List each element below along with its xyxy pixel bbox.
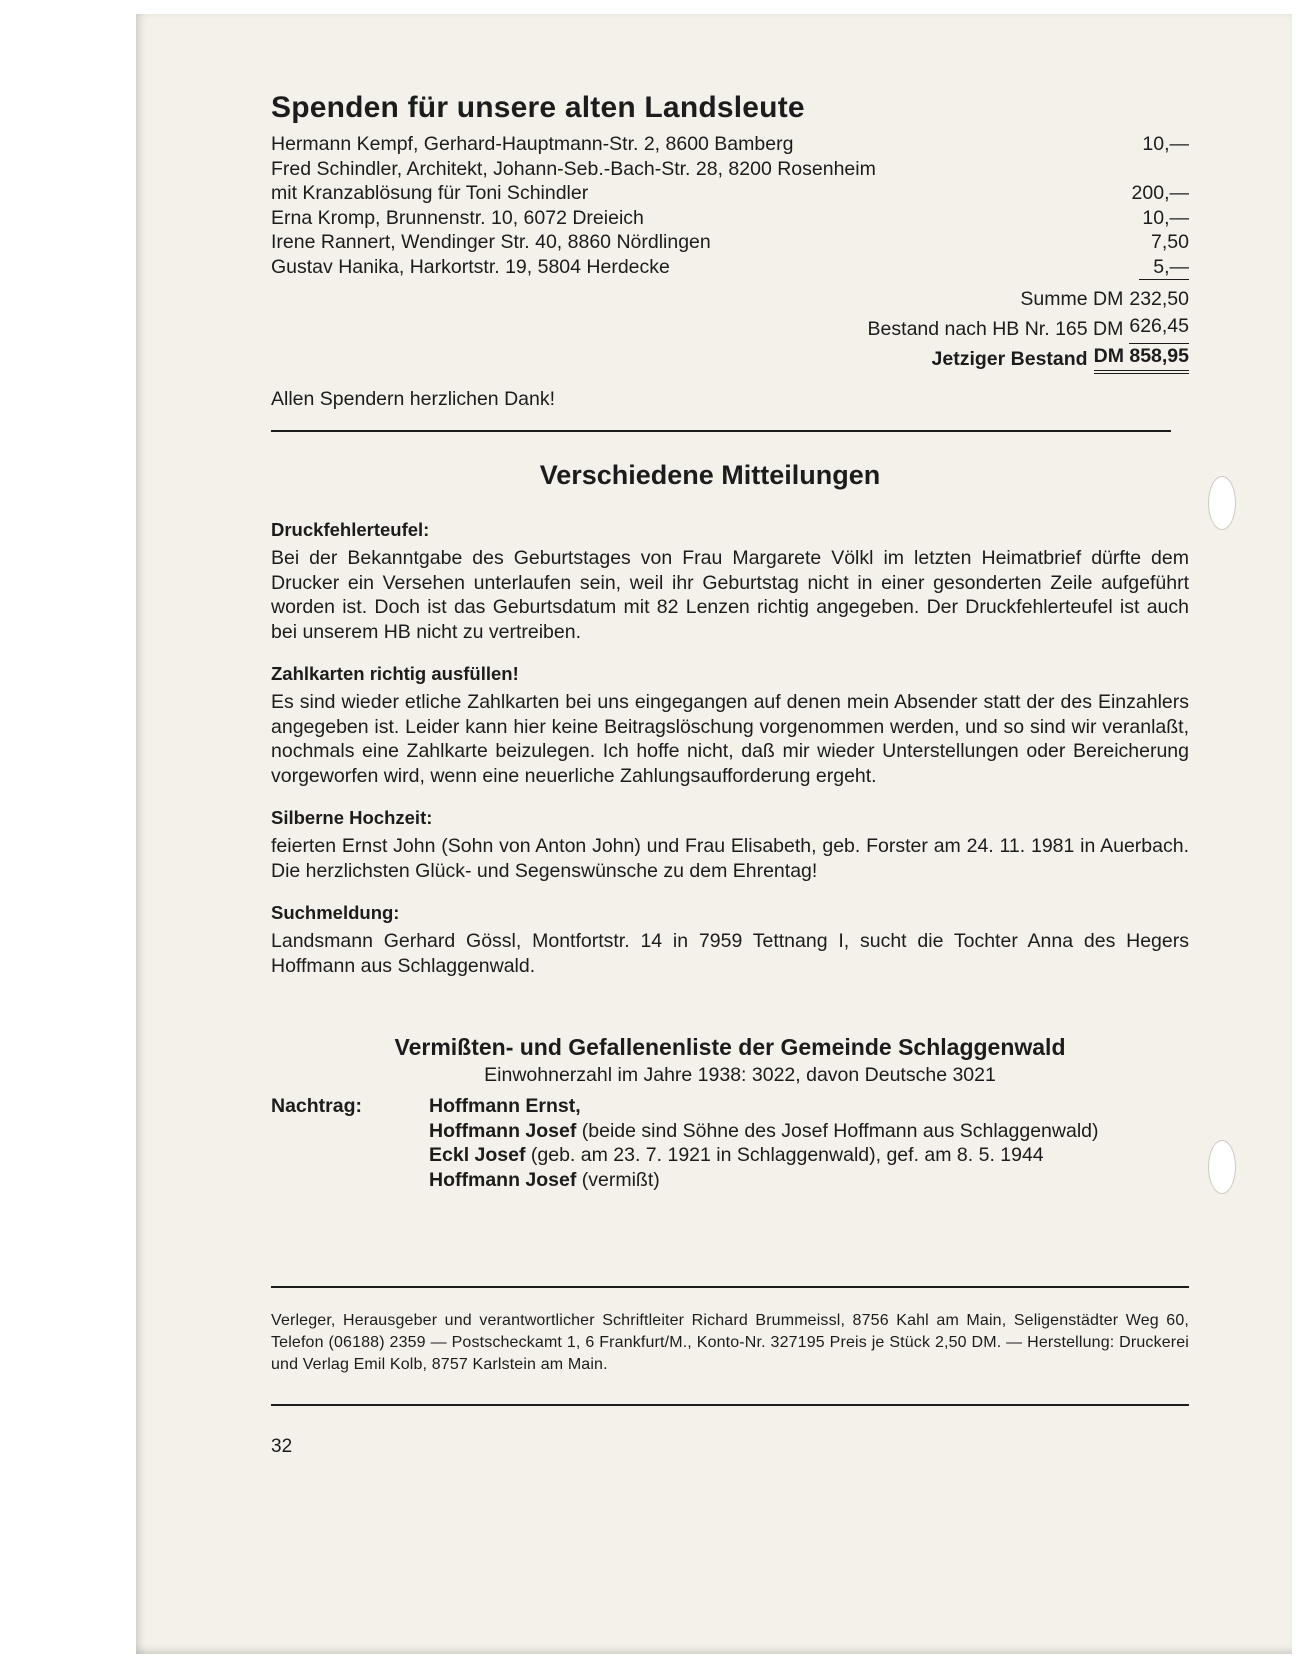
page-number: 32 xyxy=(271,1436,293,1457)
previous-balance-label: Bestand nach HB Nr. 165 DM xyxy=(867,318,1124,340)
announcement-body: Bei der Bekanntgabe des Geburtstages von Frau Margarete Völkl im letzten Heimatbrief dürfte dem Drucker ein Versehen unterlaufen sein, weil ihr Geburtstag nicht in einer gesonderten Zeile aufgeführt worden ist. Doch ist das Geburtsdatum mit 82 Lenzen richtig angegeben. Der Druckfehlerteufel ist auch bei unserem HB nicht zu vertreiben. xyxy=(271,547,1189,643)
announcement-body: Es sind wieder etliche Zahlkarten bei uns eingegangen auf denen mein Absender statt der des Einzahlers angegeben ist. Leider kann hier keine Beitragslöschung vorgenommen werden, und so sind wir veranlaßt, nochmals eine Zahlkarte beizulegen. Ich hoffe nicht, daß mir wieder Unterstellungen oder Bereicherung vorgeworfen wird, wenn eine neuerliche Zahlungsaufforderung ergeht. xyxy=(271,691,1189,787)
announcements-title: Verschiedene Mitteilungen xyxy=(539,460,881,490)
donation-row xyxy=(271,132,1189,157)
donation-amount: 7,50 xyxy=(1151,231,1189,253)
donation-amount: 10,— xyxy=(1142,133,1189,155)
entry-detail: (beide sind Söhne des Josef Hoffmann aus Schlaggenwald) xyxy=(576,1119,1099,1142)
entry-detail: (geb. am 23. 7. 1921 in Schlaggenwald), gef. am 8. 5. 1944 xyxy=(525,1144,1044,1166)
list-item xyxy=(429,1094,1189,1119)
punch-hole-bottom xyxy=(1208,1140,1236,1194)
imprint-divider-bottom xyxy=(271,1404,1189,1406)
donation-row xyxy=(271,206,1189,231)
donation-amount: 5,— xyxy=(1139,255,1189,281)
announcement-heading: Silberne Hochzeit: xyxy=(271,807,433,828)
document-page xyxy=(271,88,1189,1458)
entry-name: Hoffmann Josef xyxy=(429,1119,577,1142)
donation-row xyxy=(271,181,1189,206)
donor-text: Hermann Kempf, Gerhard-Hauptmann-Str. 2, 8600 Bamberg xyxy=(271,133,794,155)
announcement-section xyxy=(271,662,1189,788)
announcement-heading: Druckfehlerteufel: xyxy=(271,519,430,540)
donor-text: Irene Rannert, Wendinger Str. 40, 8860 Nördlingen xyxy=(271,231,711,253)
donations-title: Spenden für unsere alten Landsleute xyxy=(271,91,805,124)
entry-detail: (vermißt) xyxy=(576,1168,660,1191)
list-item xyxy=(429,1119,1189,1144)
missing-list-title: Vermißten- und Gefallenenliste der Gemeinde Schlaggenwald xyxy=(394,1034,1066,1060)
donation-row xyxy=(271,157,1189,182)
announcement-body: feierten Ernst John (Sohn von Anton John) und Frau Elisabeth, geb. Forster am 24. 11. 1981 in Auerbach. Die herzlichsten Glück- und Segenswünsche zu dem Ehrentag! xyxy=(271,835,1189,882)
current-balance-label: Jetziger Bestand xyxy=(931,348,1088,370)
donor-text: Gustav Hanika, Harkortstr. 19, 5804 Herdecke xyxy=(271,255,670,278)
previous-balance-row xyxy=(271,314,1189,344)
previous-balance-value: 626,45 xyxy=(1129,314,1189,344)
donor-text: mit Kranzablösung für Toni Schindler xyxy=(271,182,589,204)
donation-amount xyxy=(1139,157,1189,182)
announcement-section xyxy=(271,806,1189,883)
sum-value: 232,50 xyxy=(1129,288,1189,310)
thanks-note: Allen Spendern herzlichen Dank! xyxy=(271,388,556,410)
totals-block xyxy=(271,284,1189,374)
entry-name: Hoffmann Ernst, xyxy=(429,1095,581,1117)
current-balance-row xyxy=(271,344,1189,374)
donation-row xyxy=(271,230,1189,255)
supplement-block xyxy=(271,1094,1189,1192)
donation-amount: 200,— xyxy=(1131,182,1189,204)
donation-amount: 10,— xyxy=(1142,206,1189,229)
supplement-label: Nachtrag: xyxy=(271,1095,363,1117)
donations-list xyxy=(271,132,1189,280)
list-item xyxy=(429,1168,1189,1193)
announcement-body: Landsmann Gerhard Gössl, Montfortstr. 14 in 7959 Tettnang I, sucht die Tochter Anna des Hegers Hoffmann aus Schlaggenwald. xyxy=(271,930,1189,977)
sum-row xyxy=(271,284,1189,314)
imprint-divider-top xyxy=(271,1286,1189,1288)
punch-hole-top xyxy=(1208,476,1236,530)
missing-list-subtitle: Einwohnerzahl im Jahre 1938: 3022, davon Deutsche 3021 xyxy=(484,1064,996,1086)
imprint-text: Verleger, Herausgeber und verantwortlicher Schriftleiter Richard Brummeissl, 8756 Kahl am Main, Seligenstädter Weg 60, Telefon (06188) 2359 — Postscheckamt 1, 6 Frankfurt/M., Konto-Nr. 327195 Preis je Stück 2,50 DM. — Herstellung: Druckerei und Verlag Emil Kolb, 8757 Karlstein am Main. xyxy=(271,1312,1189,1373)
entry-name: Hoffmann Josef xyxy=(429,1168,577,1191)
donation-row xyxy=(271,255,1189,281)
sum-label: Summe DM xyxy=(1020,288,1124,310)
supplement-entries xyxy=(429,1094,1189,1192)
current-balance-value: DM 858,95 xyxy=(1094,344,1189,374)
donor-text: Erna Kromp, Brunnenstr. 10, 6072 Dreieich xyxy=(271,206,644,229)
announcement-section xyxy=(271,518,1189,644)
announcement-heading: Zahlkarten richtig ausfüllen! xyxy=(271,663,519,684)
announcement-heading: Suchmeldung: xyxy=(271,902,400,923)
list-item xyxy=(429,1143,1189,1168)
entry-name: Eckl Josef xyxy=(429,1144,526,1166)
section-divider xyxy=(271,430,1171,432)
donor-text: Fred Schindler, Architekt, Johann-Seb.-Bach-Str. 28, 8200 Rosenheim xyxy=(271,157,876,180)
announcement-section xyxy=(271,901,1189,978)
